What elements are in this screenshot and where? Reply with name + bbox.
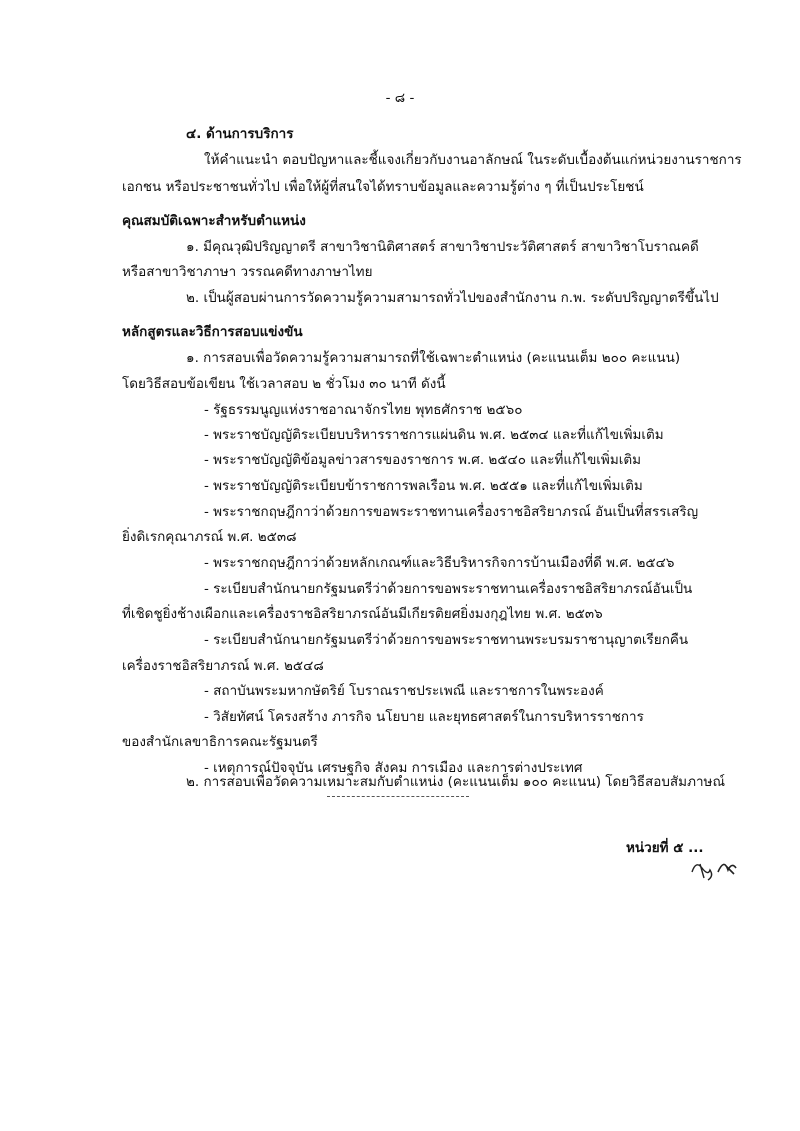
exam-topic-continuation: ของสำนักเลขาธิการคณะรัฐมนตรี: [122, 734, 318, 750]
exam-item-1-line2: โดยวิธีสอบข้อเขียน ใช้เวลาสอบ ๒ ชั่วโมง ๓๐ นาที ดังนี้: [122, 376, 446, 392]
exam-topic: - พระราชบัญญัติระเบียบข้าราชการพลเรือน พ.ศ. ๒๕๕๑ และที่แก้ไขเพิ่มเติม: [204, 478, 643, 494]
exam-topic: - เหตุการณ์ปัจจุบัน เศรษฐกิจ สังคม การเมือง และการต่างประเทศ: [204, 760, 583, 776]
exam-topic: - พระราชบัญญัติระเบียบบริหารราชการแผ่นดิน พ.ศ. ๒๕๓๔ และที่แก้ไขเพิ่มเติม: [204, 427, 664, 443]
qualification-item-1-line1: ๑. มีคุณวุฒิปริญญาตรี สาขาวิชานิติศาสตร์ สาขาวิชาประวัติศาสตร์ สาขาวิชาโบราณคดี: [186, 239, 699, 255]
next-page-reference: หน่วยที่ ๕ ...: [626, 840, 704, 856]
section-heading-exam: หลักสูตรและวิธีการสอบแข่งขัน: [122, 324, 303, 340]
exam-topic: - วิสัยทัศน์ โครงสร้าง ภารกิจ นโยบาย และยุทธศาสตร์ในการบริหารราชการ: [204, 709, 644, 725]
section-heading-services: ๔. ด้านการบริการ: [186, 126, 294, 142]
exam-item-2: ๒. การสอบเพื่อวัดความเหมาะสมกับตำแหน่ง (คะแนนเต็ม ๑๐๐ คะแนน) โดยวิธีสอบสัมภาษณ์: [186, 774, 725, 790]
exam-topic: - พระราชกฤษฎีกาว่าด้วยการขอพระราชทานเครื่องราชอิสริยาภรณ์ อันเป็นที่สรรเสริญ: [204, 504, 699, 520]
qualification-item-1-line2: หรือสาขาวิชาภาษา วรรณคดีทางภาษาไทย: [122, 264, 373, 280]
exam-topic: - พระราชกฤษฎีกาว่าด้วยหลักเกณฑ์และวิธีบริหารกิจการบ้านเมืองที่ดี พ.ศ. ๒๕๔๖: [204, 555, 675, 571]
initials-signature: [688, 850, 748, 886]
exam-topic: - ระเบียบสำนักนายกรัฐมนตรีว่าด้วยการขอพระราชทานพระบรมราชานุญาตเรียกคืน: [204, 632, 689, 648]
exam-topic: - รัฐธรรมนูญแห่งราชอาณาจักรไทย พุทธศักราช ๒๕๖๐: [204, 402, 523, 418]
exam-topic: - พระราชบัญญัติข้อมูลข่าวสารของราชการ พ.ศ. ๒๕๔๐ และที่แก้ไขเพิ่มเติม: [204, 452, 642, 468]
exam-topic: - ระเบียบสำนักนายกรัฐมนตรีว่าด้วยการขอพระราชทานเครื่องราชอิสริยาภรณ์อันเป็น: [204, 581, 693, 597]
exam-topic-continuation: ที่เชิดชูยิ่งช้างเผือกและเครื่องราชอิสริยาภรณ์อันมีเกียรติยศยิ่งมงกุฎไทย พ.ศ. ๒๕๓๖: [122, 606, 603, 622]
exam-topic-continuation: เครื่องราชอิสริยาภรณ์ พ.ศ. ๒๕๔๘: [122, 658, 324, 674]
services-paragraph-line2: เอกชน หรือประชาชนทั่วไป เพื่อให้ผู้ที่สนใจได้ทราบข้อมูลและความรู้ต่าง ๆ ที่เป็นประโยชน์: [122, 179, 644, 195]
exam-topic-continuation: ยิ่งดิเรกคุณาภรณ์ พ.ศ. ๒๕๓๘: [122, 529, 297, 545]
qualification-item-2: ๒. เป็นผู้สอบผ่านการวัดความรู้ความสามารถทั่วไปของสำนักงาน ก.พ. ระดับปริญญาตรีขึ้นไป: [186, 290, 719, 306]
exam-item-1-line1: ๑. การสอบเพื่อวัดความรู้ความสามารถที่ใช้เฉพาะตำแหน่ง (คะแนนเต็ม ๒๐๐ คะแนน): [186, 350, 681, 366]
section-heading-qualifications: คุณสมบัติเฉพาะสำหรับตำแหน่ง: [122, 213, 306, 229]
exam-topic: - สถาบันพระมหากษัตริย์ โบราณราชประเพณี และราชการในพระองค์: [204, 683, 604, 699]
section-divider: [327, 796, 469, 797]
services-paragraph-line1: ให้คำแนะนำ ตอบปัญหาและชี้แจงเกี่ยวกับงานอาลักษณ์ ในระดับเบื้องต้นแก่หน่วยงานราชการ: [204, 152, 742, 168]
page-number: - ๘ -: [385, 90, 415, 106]
